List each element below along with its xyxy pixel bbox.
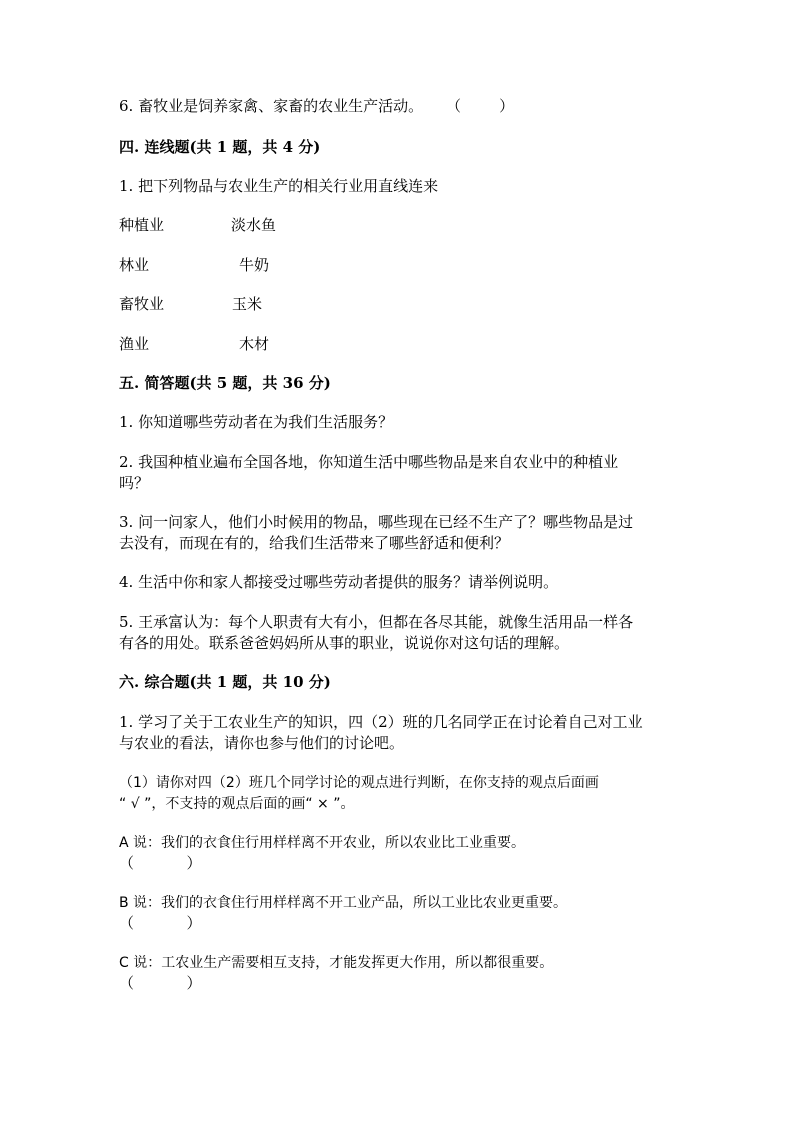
match-right-4: 木材 [239,335,270,353]
match-left-2: 林业 [119,256,150,274]
section-6-subquestion-1-line-2: “ √ ”，不支持的观点后面的画“ × ”。 [119,796,355,812]
match-left-3: 畜牧业 [119,295,165,313]
answer-paren-b[interactable]: （ ） [119,914,202,932]
section-5-heading: 五. 简答题(共 5 题，共 36 分) [119,374,331,392]
section-5-question-4: 4. 生活中你和家人都接受过哪些劳动者提供的服务？请举例说明。 [119,573,559,591]
section-5-question-2-line-2: 吗？ [119,474,150,492]
option-b: B 说：我们的衣食住行用样样离不开工业产品，所以工业比农业更重要。 [119,895,568,911]
section-4-heading: 四. 连线题(共 1 题，共 4 分) [119,138,321,156]
section-6-subquestion-1-line-1: （1）请你对四（2）班几个同学讨论的观点进行判断，在你支持的观点后面画 [119,775,599,791]
match-left-1: 种植业 [119,216,165,234]
match-right-3: 玉米 [232,295,263,313]
section-5-question-3-line-2: 去没有，而现在有的，给我们生活带来了哪些舒适和便利？ [119,534,510,552]
section-6-question-1-line-2: 与农业的看法，请你也参与他们的讨论吧。 [119,734,405,752]
answer-paren-a[interactable]: （ ） [119,854,202,872]
question-6: 6. 畜牧业是饲养家禽、家畜的农业生产活动。 [119,97,424,115]
section-6-question-1-line-1: 1. 学习了关于工农业生产的知识，四（2）班的几名同学正在讨论着自己对工业 [119,713,643,731]
option-a: A 说：我们的衣食住行用样样离不开农业，所以农业比工业重要。 [119,835,526,851]
section-5-question-3-line-1: 3. 问一问家人，他们小时候用的物品，哪些现在已经不生产了？哪些物品是过 [119,513,634,531]
section-5-question-1: 1. 你知道哪些劳动者在为我们生活服务？ [119,413,394,431]
match-right-2: 牛奶 [239,256,270,274]
section-5-question-5-line-2: 有各的用处。联系爸爸妈妈所从事的职业，说说你对这句话的理解。 [119,634,570,652]
option-c: C 说：工农业生产需要相互支持，才能发挥更大作用，所以都很重要。 [119,955,554,971]
section-4-question-1: 1. 把下列物品与农业生产的相关行业用直线连来 [119,177,439,195]
section-5-question-2-line-1: 2. 我国种植业遍布全国各地，你知道生活中哪些物品是来自农业中的种植业 [119,453,619,471]
answer-paren-c[interactable]: （ ） [119,974,202,992]
answer-paren-q6[interactable]: （ ） [446,97,515,115]
section-6-heading: 六. 综合题(共 1 题，共 10 分) [119,673,331,691]
match-right-1: 淡水鱼 [231,216,277,234]
section-5-question-5-line-1: 5. 王承富认为：每个人职责有大有小，但都在各尽其能，就像生活用品一样各 [119,613,634,631]
match-left-4: 渔业 [119,335,150,353]
